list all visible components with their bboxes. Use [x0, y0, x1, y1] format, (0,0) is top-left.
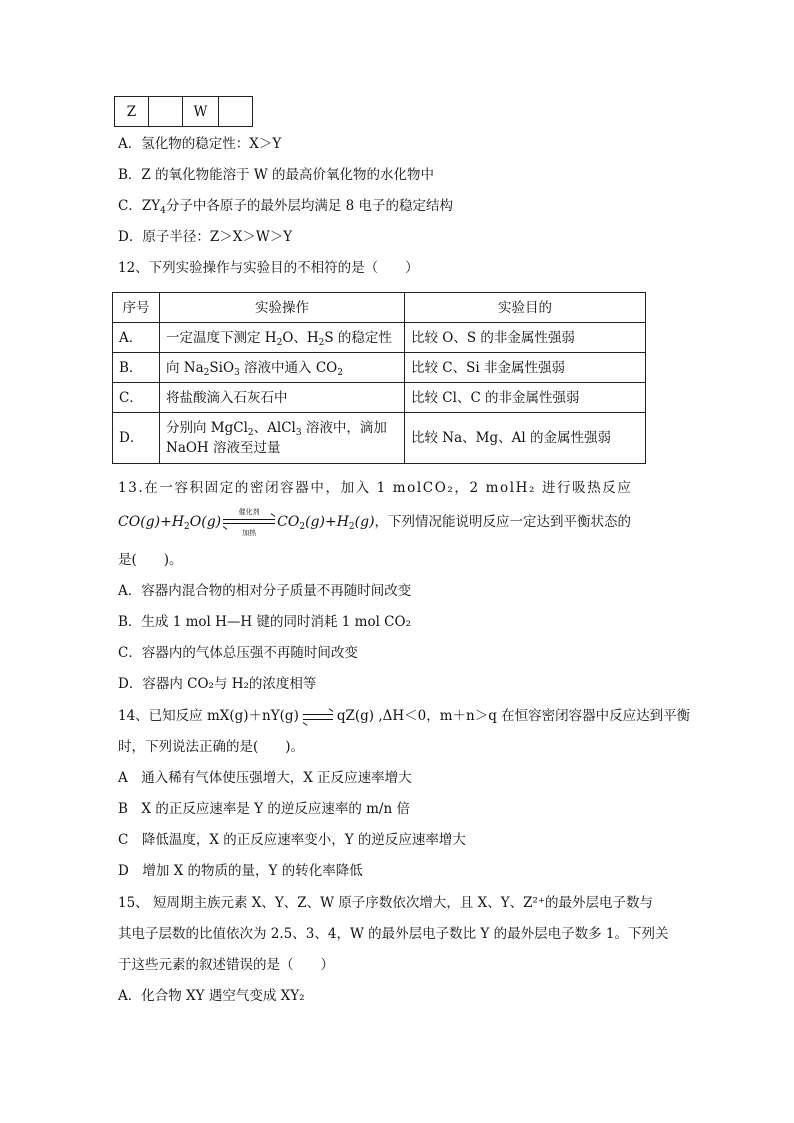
header-number: 序号: [113, 293, 160, 323]
q14-stem-line2: 时，下列说法正确的是( )。: [118, 739, 305, 755]
q15-option-a: A．化合物 XY 遇空气变成 XY₂: [118, 988, 305, 1004]
q14-option-c: C 降低温度，X 的正反应速率变小，Y 的逆反应速率增大: [118, 832, 466, 848]
header-purpose: 实验目的: [405, 293, 646, 323]
row-operation: 向 $Na_2SiO_3$ 溶液中通入 $CO_2$: [160, 353, 405, 383]
q13-stem-line1: 13.在一容积固定的密闭容器中，加入 1 molCO₂，2 molH₂ 进行吸热反应: [118, 480, 633, 496]
header-operation: 实验操作: [160, 293, 405, 323]
q13-option-c: C．容器内的气体总压强不再随时间改变: [118, 645, 358, 661]
q13-stem-line2: ，下列情况能说明反应一定达到平衡状态的: [374, 514, 632, 530]
q15-stem-line2: 其电子层数的比值依次为 2.5、3、4，W 的最外层电子数比 Y 的最外层电子数多 1。下列关: [118, 926, 669, 942]
q13-equation: [118, 508, 632, 537]
q14-option-a: A 通入稀有气体使压强增大，X 正反应速率增大: [118, 770, 412, 786]
q14-stem-part2: qZ(g) ,ΔH＜0，m＋n＞q 在恒容密闭容器中反应达到平衡: [336, 708, 691, 724]
row-number: A．: [113, 323, 160, 353]
q13-option-b: B．生成 1 mol H—H 键的同时消耗 1 mol CO₂: [118, 614, 411, 630]
q14-stem-part1: 14、已知反应 mX(g)＋nY(g): [118, 708, 299, 724]
row-purpose: 比较 C、Si 非金属性强弱: [405, 353, 646, 383]
q12-stem: 12、下列实验操作与实验目的不相符的是（ ）: [118, 260, 419, 276]
q15-stem-line1: 15、 短周期主族元素 X、Y、Z、W 原子序数依次增大，且 X、Y、Z²⁺的最外层电子数与: [118, 895, 654, 911]
table-row: [113, 323, 646, 353]
equation-reactants: $CO(g)+H_2O(g)$: [118, 514, 222, 532]
table-cell: W: [183, 97, 219, 127]
q15-stem-line3: 于这些元素的叙述错误的是（ ）: [118, 957, 334, 973]
row-operation: 一定温度下测定 $H_2O$、$H_2S$ 的稳定性: [160, 323, 405, 353]
q11-option-c: [118, 196, 453, 216]
q11-option-b: B．Z 的氧化物能溶于 W 的最高价氧化物的水化物中: [118, 167, 435, 183]
q11-option-a: A．氢化物的稳定性：X＞Y: [118, 136, 282, 152]
table-row: [113, 353, 646, 383]
catalyst-label: 催化剂: [238, 508, 260, 516]
row-operation: 将盐酸滴入石灰石中: [160, 383, 405, 413]
table-cell: [219, 97, 253, 127]
row-number: C．: [113, 383, 160, 413]
q11-c-sub: 4: [160, 206, 166, 216]
row-purpose: 比较 Cl、C 的非金属性强弱: [405, 383, 646, 413]
q11-c-post: 分子中各原子的最外层均满足 8 电子的稳定结构: [165, 198, 454, 214]
equation-products: $CO_2(g)+H_2(g)$: [277, 514, 375, 532]
q11-option-d: D．原子半径：Z＞X＞W＞Y: [118, 229, 293, 245]
q13-option-d: D．容器内 CO₂与 H₂的浓度相等: [118, 676, 317, 692]
q13-stem-line3: 是( )。: [118, 552, 183, 568]
table-row: [113, 413, 646, 464]
q14-option-b: B X 的正反应速率是 Y 的逆反应速率的 m/n 倍: [118, 801, 410, 817]
equilibrium-arrow-icon: [223, 508, 275, 537]
reversible-arrow-icon: [303, 711, 333, 723]
q14-option-d: D 增加 X 的物质的量，Y 的转化率降低: [118, 863, 363, 879]
heating-label: 加热: [242, 529, 257, 537]
row-purpose: 比较 O、S 的非金属性强弱: [405, 323, 646, 353]
element-position-table: [114, 96, 253, 127]
row-number: D．: [113, 413, 160, 464]
row-number: B．: [113, 353, 160, 383]
q11-c-pre: C．ZY: [118, 198, 161, 214]
row-operation: 分别向 MgCl$_2$、AlCl$_3$ 溶液中，滴加 NaOH 溶液至过量: [160, 413, 405, 464]
q14-stem-line1: [118, 706, 690, 726]
table-cell: Z: [115, 97, 149, 127]
table-cell: [149, 97, 183, 127]
q13-option-a: A．容器内混合物的相对分子质量不再随时间改变: [118, 583, 412, 599]
table-row: [113, 383, 646, 413]
experiment-table: [112, 292, 646, 464]
row-purpose: 比较 Na、Mg、Al 的金属性强弱: [405, 413, 646, 464]
